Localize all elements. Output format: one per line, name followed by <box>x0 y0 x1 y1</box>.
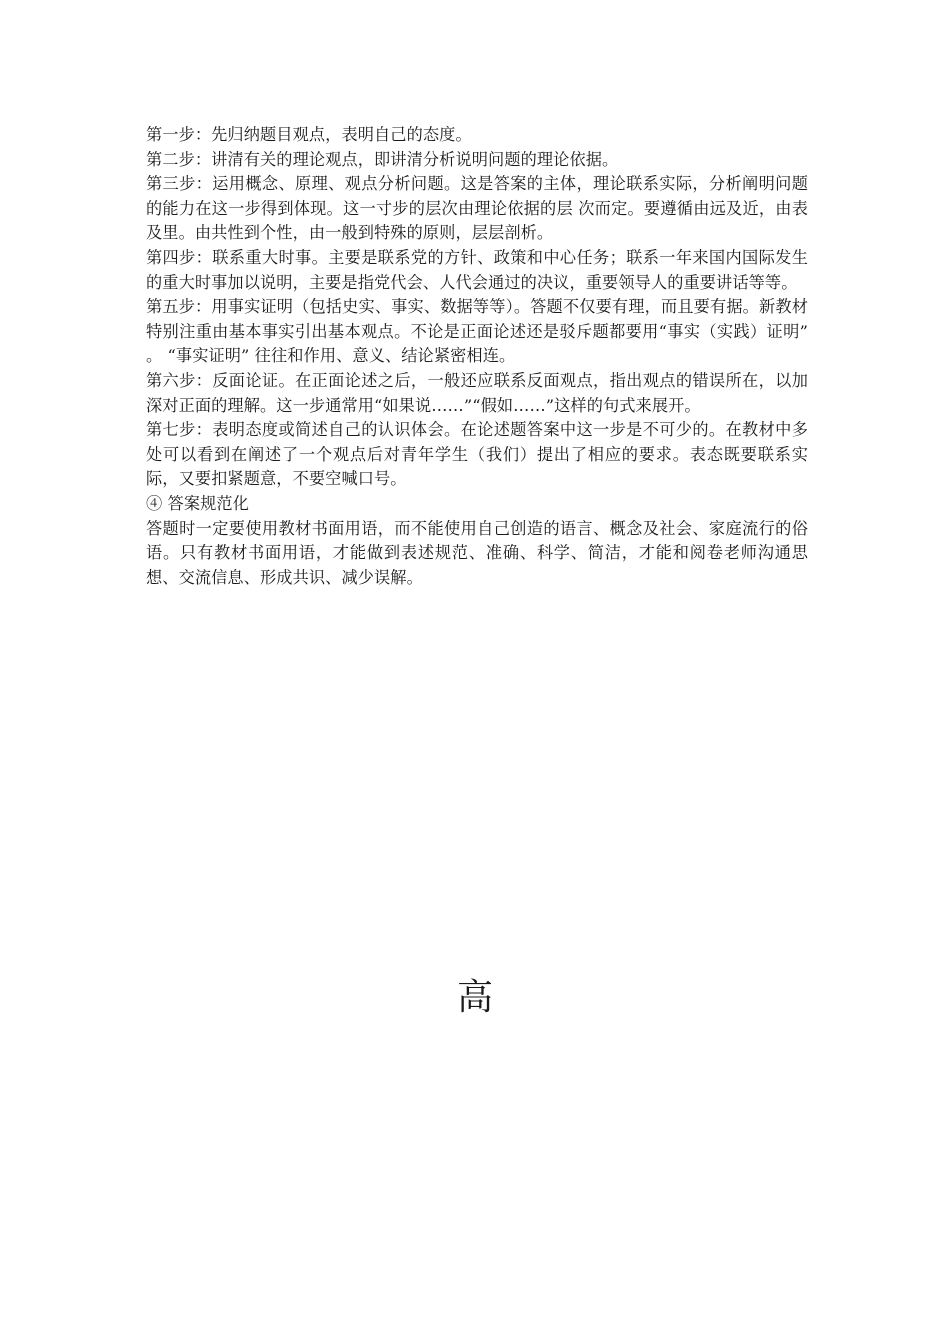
section-heading: ④ 答案规范化 <box>146 493 249 513</box>
step-1-paragraph: 第一步：先归纳题目观点，表明自己的态度。 <box>146 125 472 144</box>
step-7-paragraph: 第七步：表明态度或简述自己的认识体会。在论述题答案中这一步是不可少的。在教材中多处可以看到在阐述了一个观点后对青年学生（我们）提出了相应的要求。表态既要联系实际，又要扣紧题意，不要空喊口号。 <box>146 420 808 489</box>
step-4-paragraph: 第四步：联系重大时事。主要是联系党的方针、政策和中心任务；联系一年来国内国际发生的重大时事加以说明，主要是指党代会、人代会通过的决议，重要领导人的重要讲话等等。 <box>146 247 808 292</box>
answer-standard-paragraph: 答题时一定要使用教材书面用语，而不能使用自己创造的语言、概念及社会、家庭流行的俗语。只有教材书面用语，才能做到表述规范、准确、科学、简洁，才能和阅卷老师沟通思想、交流信息、形成共识、减少误解。 <box>146 518 808 587</box>
step-5-paragraph: 第五步：用事实证明（包括史实、事实、数据等等）。答题不仅要有理，而且要有据。新教材特别注重由基本事实引出基本观点。不论是正面论述还是驳斥题都要用“事实（实践）证明” 。 “事实证明” 往往和作用、意义、结论紧密相连。 <box>146 297 808 366</box>
footer-character: 高 <box>456 977 493 1018</box>
step-6-paragraph: 第六步：反面论证。在正面论述之后，一般还应联系反面观点，指出观点的错误所在，以加深对正面的理解。这一步通常用“如果说……”“假如……”这样的句式来展开。 <box>146 370 808 415</box>
step-2-paragraph: 第二步：讲清有关的理论观点，即讲清分析说明问题的理论依据。 <box>146 149 619 169</box>
body-text <box>146 123 808 590</box>
step-3-paragraph: 第三步：运用概念、原理、观点分析问题。这是答案的主体，理论联系实际，分析阐明问题的能力在这一步得到体现。这一寸步的层次由理论依据的层 次而定。要遵循由远及近，由表及里。由共性到个性，由一般到特殊的原则，层层剖析。 <box>146 174 808 243</box>
